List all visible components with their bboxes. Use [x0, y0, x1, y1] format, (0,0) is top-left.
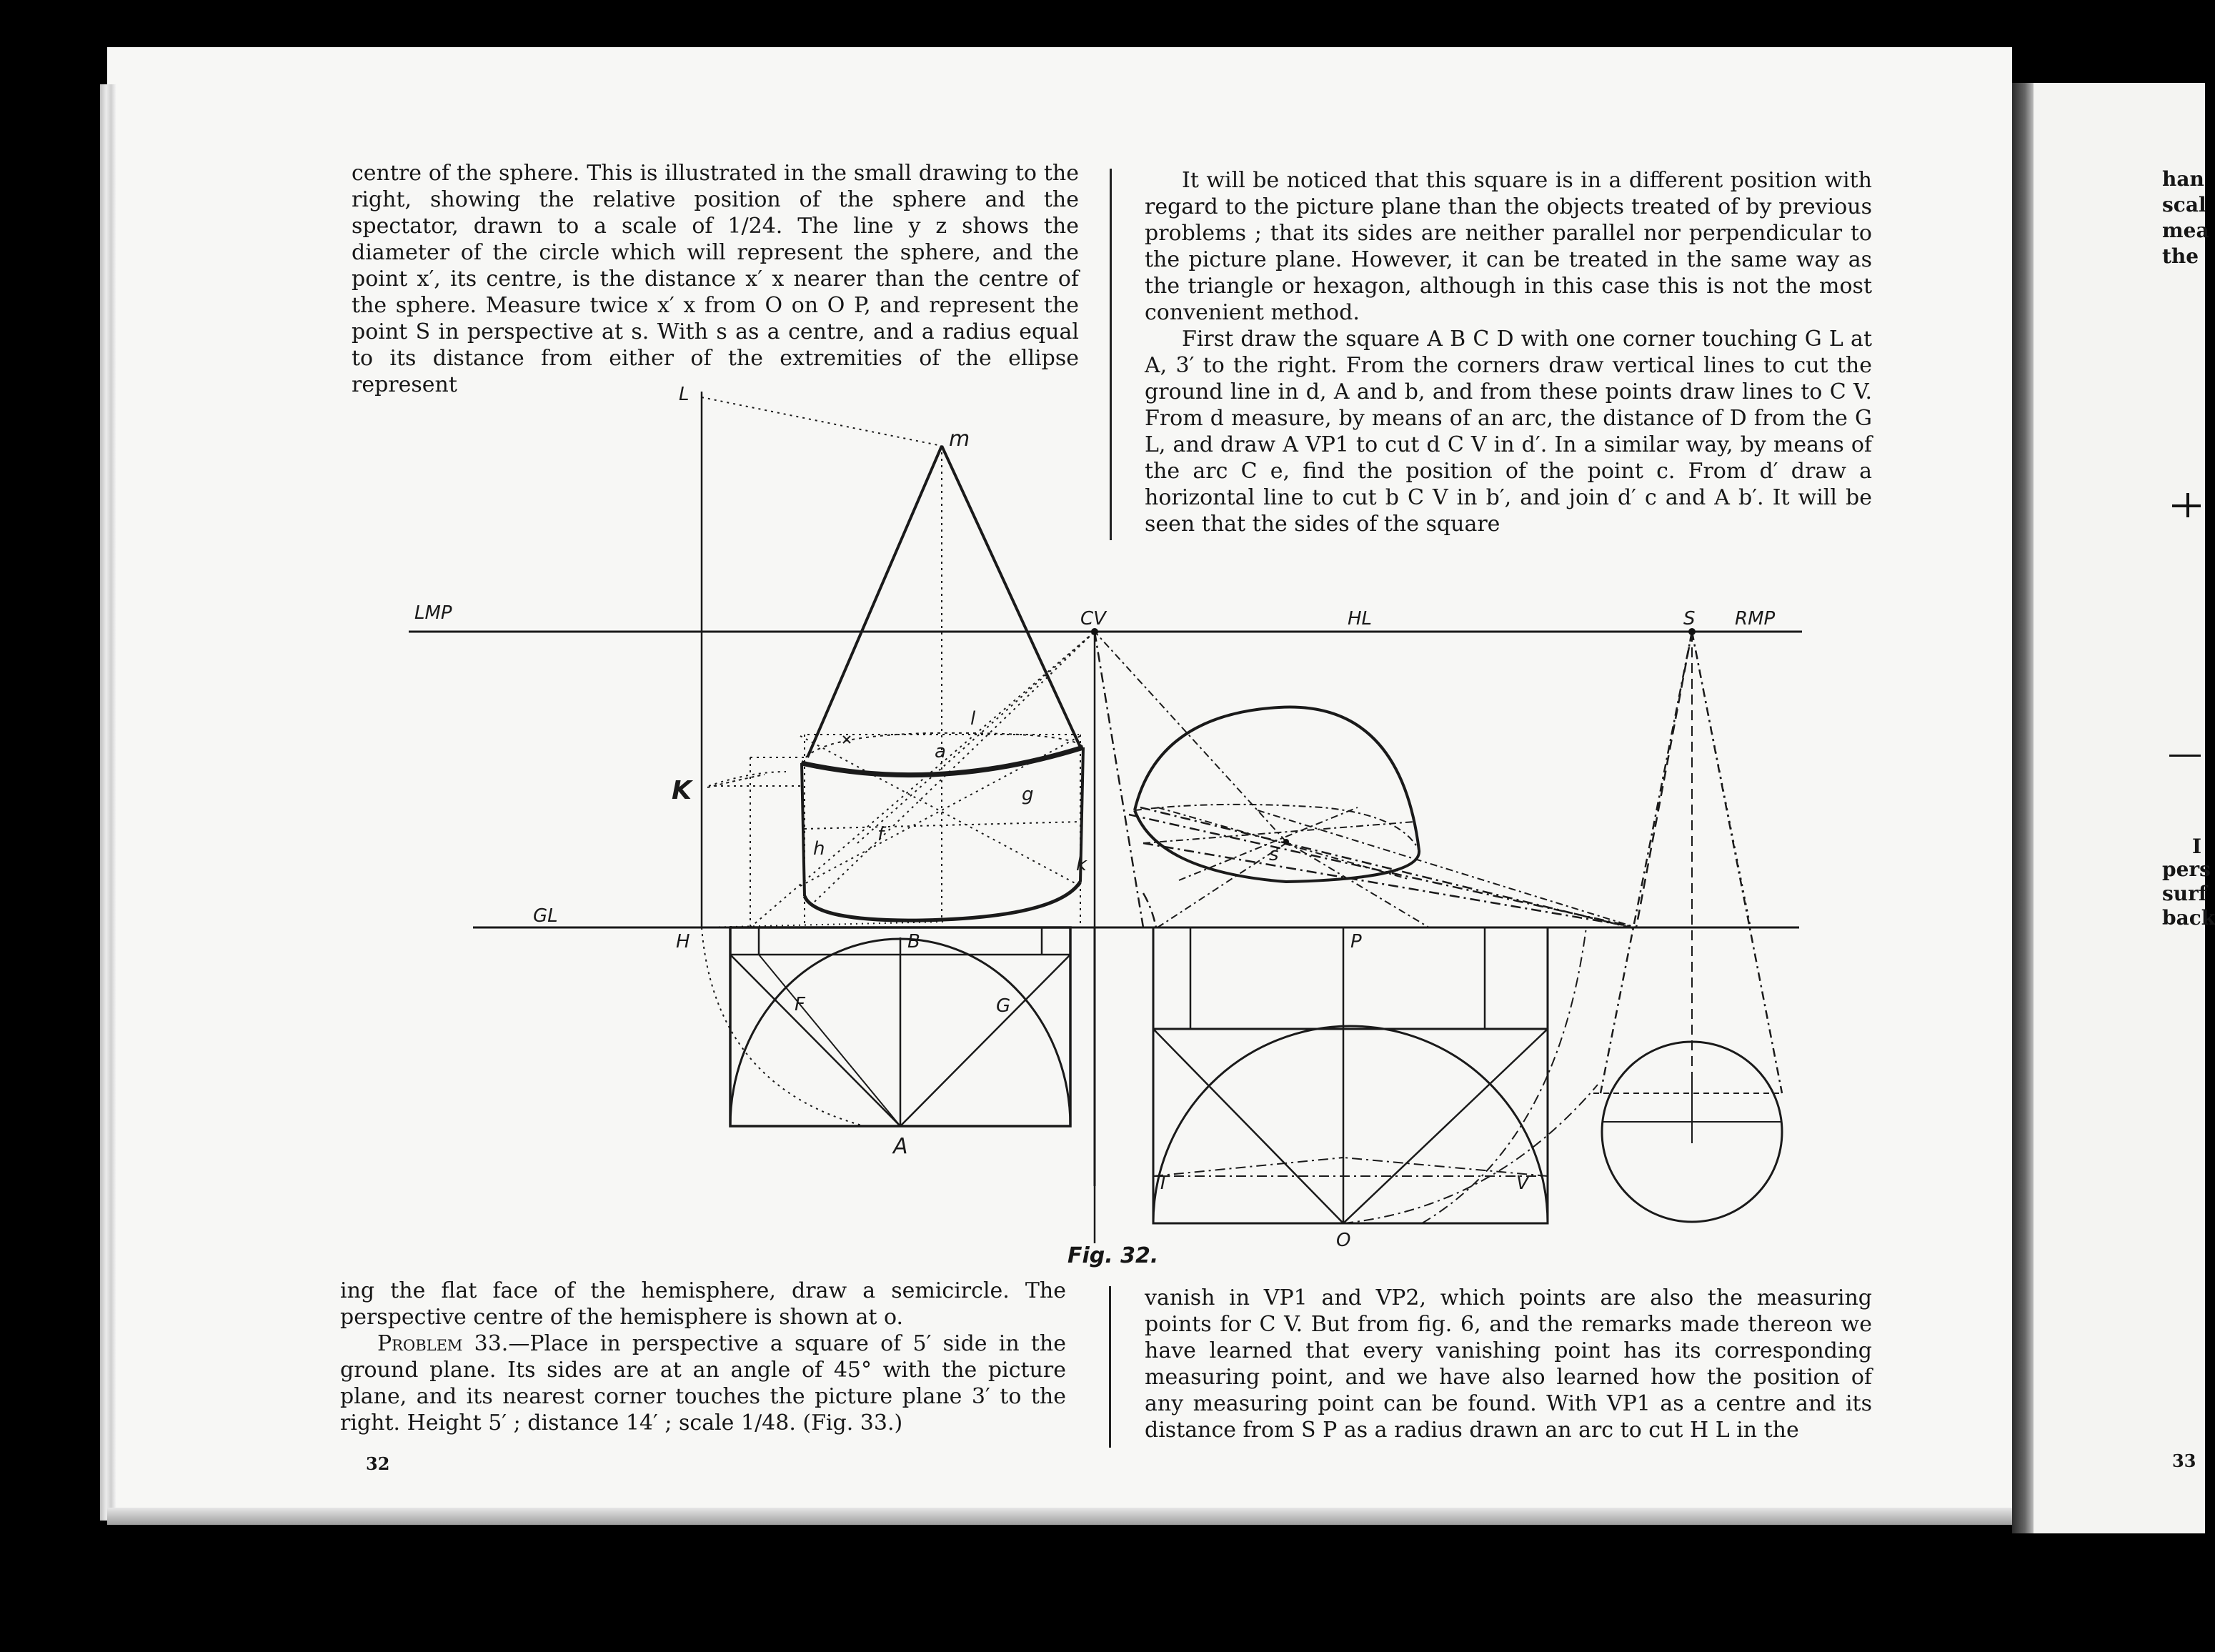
paragraph: centre of the sphere. This is illustrated in the small drawing to the right, showing the relative position of the sphere and the spectator, drawn to a scale of 1/24. The line y z shows the diameter of the circle which will represent the sphere, and the point x′, its centre, is the distance x′ x nearer than the centre of the sphere. Measure twice x′ x from O on O P, and represent the point S in perspective at s. With s as a centre, and a radius equal to its distance from either of the extremities of the ellipse represent: [352, 161, 1079, 397]
label-HL: HL: [1348, 608, 1373, 630]
label-H: H: [676, 931, 690, 952]
label-m: m: [949, 427, 970, 452]
right-page-line: pers: [2162, 857, 2211, 881]
page-number-right: 33: [2172, 1451, 2196, 1471]
label-L: L: [679, 384, 690, 405]
right-page-line: mea: [2162, 219, 2209, 242]
label-P: P: [1350, 931, 1362, 952]
text-column-bottom-left: [340, 1278, 1066, 1436]
label-A: A: [893, 1134, 908, 1159]
right-page-plus-mark: [2186, 493, 2189, 517]
problem-text: —Place in perspective a square of 5′ side in the ground plane. Its sides are at an angle of 45° with the picture plane, and its nearest corner touches the picture plane 3′ to the right. Height 5′ ; distance 14′ ; scale 1/48. (Fig. 33.): [340, 1331, 1066, 1435]
label-B: B: [907, 931, 920, 952]
right-page-line: scal: [2162, 193, 2206, 217]
label-s: s: [1269, 844, 1279, 865]
label-V: V: [1516, 1173, 1529, 1194]
label-h: h: [813, 838, 825, 860]
problem-heading: Problem 33.: [377, 1331, 509, 1356]
label-k: k: [1076, 854, 1087, 875]
paragraph: vanish in VP1 and VP2, which points are also the measuring points for C V. But from fig. 6, and the remarks made thereon we have learned that every vanishing point has its corresponding measuring point, and we have also learned how the position of any measuring point can be found. With VP1 as a centre and its distance from S P as a radius drawn an arc to cut H L in the: [1145, 1285, 1872, 1443]
label-O: O: [1336, 1230, 1351, 1251]
figure-caption: Fig. 32.: [1067, 1243, 1159, 1268]
right-page-line: han: [2162, 167, 2204, 191]
label-f: f: [877, 824, 885, 845]
label-a: a: [935, 741, 946, 762]
label-LMP: LMP: [414, 602, 452, 624]
label-l: l: [970, 708, 976, 730]
right-page-line: I: [2192, 835, 2202, 858]
label-g: g: [1022, 784, 1034, 805]
label-G: G: [996, 995, 1011, 1017]
paragraph: It will be noticed that this square is in a different position with regard to the picture plane than the objects treated of by previous problems ; that its sides are neither parallel nor perpendicular to the picture plane. However, it can be treated in the same way as the triangle or hexagon, although in this case this is not the most convenient method.: [1145, 168, 1872, 325]
right-page-line: surf: [2162, 882, 2207, 905]
text-column-bottom-right: [1145, 1285, 1872, 1443]
label-S: S: [1683, 608, 1696, 630]
plan-square-middle: [1153, 927, 1548, 1223]
right-page-line: the: [2162, 244, 2199, 268]
plan-semicircle-middle: [1153, 1026, 1548, 1223]
cylinder-bottom-ellipse: [805, 882, 1080, 920]
cone-left-edge: [807, 446, 942, 757]
label-RMP: RMP: [1735, 608, 1776, 630]
label-F: F: [795, 994, 805, 1015]
label-CV: CV: [1080, 608, 1106, 630]
hemisphere-outline: [1135, 707, 1419, 850]
problem-paragraph: [340, 1330, 1066, 1436]
right-page-rule: [2169, 755, 2201, 757]
page-number-left: 32: [366, 1453, 390, 1474]
label-T: T: [1158, 1173, 1169, 1194]
column-rule: [1109, 1286, 1111, 1448]
right-page-line: back: [2162, 906, 2215, 930]
paragraph: First draw the square A B C D with one corner touching G L at A, 3′ to the right. From the corners draw vertical lines to cut the ground line in d, A and b, and from these points draw lines to C V. From d measure, by means of an arc, the distance of D from the G L, and draw A VP1 to cut d C V in d′. In a similar way, by means of the arc C e, find the position of the point c. From d′ draw a horizontal line to cut b C V in b′, and join d′ c and A b′. It will be seen that the sides of the square: [1145, 327, 1872, 537]
paragraph: ing the flat face of the hemisphere, draw a semicircle. The perspective centre of the hemisphere is shown at o.: [340, 1278, 1066, 1330]
label-GL: GL: [533, 905, 558, 927]
label-K: K: [672, 776, 692, 805]
